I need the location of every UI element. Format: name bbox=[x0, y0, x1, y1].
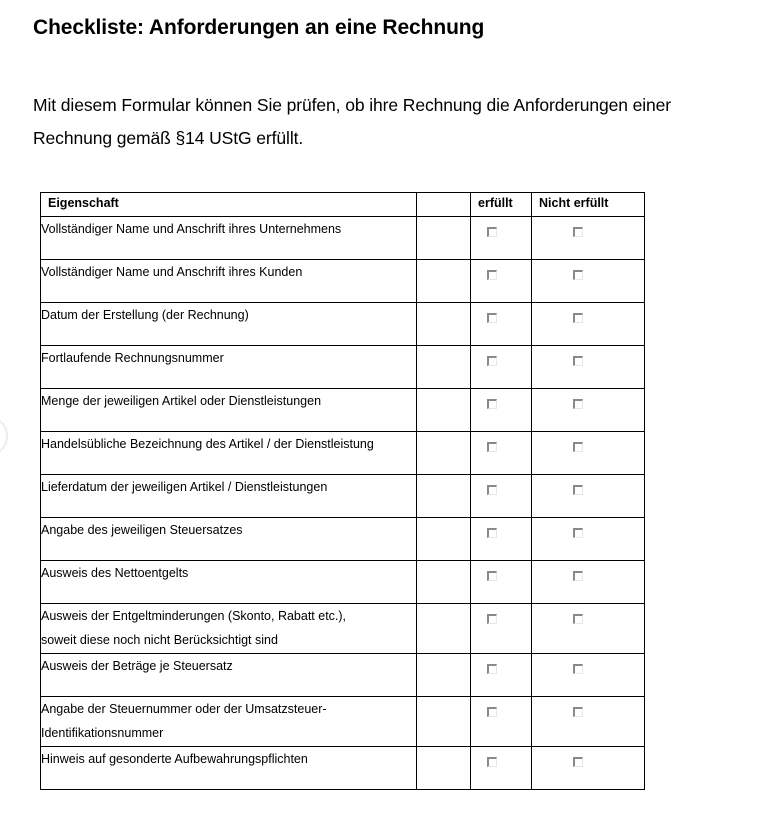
property-text: Vollständiger Name und Anschrift ihres Kunden bbox=[41, 265, 303, 279]
not-fulfilled-checkbox-icon[interactable] bbox=[573, 528, 583, 538]
property-text: Angabe des jeweiligen Steuersatzes bbox=[41, 523, 243, 537]
fulfilled-checkbox-icon[interactable] bbox=[487, 707, 497, 717]
property-cell bbox=[41, 561, 417, 604]
fulfilled-checkbox-icon[interactable] bbox=[487, 571, 497, 581]
blank-cell bbox=[417, 260, 471, 303]
fulfilled-checkbox-icon[interactable] bbox=[487, 356, 497, 366]
property-text: Ausweis der Entgeltminderungen (Skonto, Rabatt etc.), bbox=[41, 609, 347, 623]
not-fulfilled-cell bbox=[532, 389, 645, 432]
property-cell bbox=[41, 518, 417, 561]
header-property: Eigenschaft bbox=[41, 193, 417, 217]
not-fulfilled-checkbox-icon[interactable] bbox=[573, 270, 583, 280]
not-fulfilled-cell bbox=[532, 475, 645, 518]
document-title: Checkliste: Anforderungen an eine Rechnung bbox=[33, 16, 485, 39]
fulfilled-checkbox-icon[interactable] bbox=[487, 757, 497, 767]
property-cell bbox=[41, 747, 417, 790]
fulfilled-cell bbox=[471, 389, 532, 432]
fulfilled-checkbox-icon[interactable] bbox=[487, 313, 497, 323]
fulfilled-checkbox-icon[interactable] bbox=[487, 270, 497, 280]
not-fulfilled-checkbox-icon[interactable] bbox=[573, 707, 583, 717]
not-fulfilled-cell bbox=[532, 518, 645, 561]
table-row bbox=[41, 561, 645, 604]
fulfilled-cell bbox=[471, 260, 532, 303]
fulfilled-cell bbox=[471, 747, 532, 790]
table-row bbox=[41, 604, 645, 654]
property-cell bbox=[41, 604, 417, 654]
blank-cell bbox=[417, 697, 471, 747]
table-row bbox=[41, 432, 645, 475]
header-not-fulfilled: Nicht erfüllt bbox=[532, 193, 645, 217]
table-row bbox=[41, 654, 645, 697]
property-cell bbox=[41, 475, 417, 518]
not-fulfilled-checkbox-icon[interactable] bbox=[573, 227, 583, 237]
blank-cell bbox=[417, 654, 471, 697]
property-text: Datum der Erstellung (der Rechnung) bbox=[41, 308, 249, 322]
table-row bbox=[41, 346, 645, 389]
not-fulfilled-checkbox-icon[interactable] bbox=[573, 399, 583, 409]
property-cell bbox=[41, 697, 417, 747]
edge-circle-decoration bbox=[0, 418, 8, 454]
not-fulfilled-cell bbox=[532, 346, 645, 389]
table-row bbox=[41, 389, 645, 432]
table-row bbox=[41, 697, 645, 747]
property-text: Vollständiger Name und Anschrift ihres Unternehmens bbox=[41, 222, 342, 236]
property-cell bbox=[41, 432, 417, 475]
not-fulfilled-checkbox-icon[interactable] bbox=[573, 664, 583, 674]
not-fulfilled-cell bbox=[532, 432, 645, 475]
fulfilled-checkbox-icon[interactable] bbox=[487, 399, 497, 409]
not-fulfilled-checkbox-icon[interactable] bbox=[573, 614, 583, 624]
blank-cell bbox=[417, 303, 471, 346]
not-fulfilled-cell bbox=[532, 697, 645, 747]
fulfilled-cell bbox=[471, 654, 532, 697]
fulfilled-cell bbox=[471, 697, 532, 747]
header-fulfilled: erfüllt bbox=[471, 193, 532, 217]
blank-cell bbox=[417, 747, 471, 790]
property-text: soweit diese noch nicht Berücksichtigt sind bbox=[41, 633, 278, 647]
not-fulfilled-checkbox-icon[interactable] bbox=[573, 571, 583, 581]
blank-cell bbox=[417, 518, 471, 561]
fulfilled-checkbox-icon[interactable] bbox=[487, 664, 497, 674]
intro-line-2: Rechnung gemäß §14 UStG erfüllt. bbox=[33, 128, 304, 148]
header-blank bbox=[417, 193, 471, 217]
table-row bbox=[41, 747, 645, 790]
property-text: Hinweis auf gesonderte Aufbewahrungspflichten bbox=[41, 752, 308, 766]
blank-cell bbox=[417, 475, 471, 518]
blank-cell bbox=[417, 604, 471, 654]
table-row bbox=[41, 475, 645, 518]
property-cell bbox=[41, 654, 417, 697]
property-cell bbox=[41, 217, 417, 260]
fulfilled-cell bbox=[471, 303, 532, 346]
fulfilled-checkbox-icon[interactable] bbox=[487, 442, 497, 452]
fulfilled-cell bbox=[471, 217, 532, 260]
intro-paragraph bbox=[33, 89, 773, 155]
property-text: Handelsübliche Bezeichnung des Artikel / der Dienstleistung bbox=[41, 437, 374, 451]
table-row bbox=[41, 518, 645, 561]
not-fulfilled-cell bbox=[532, 654, 645, 697]
property-cell bbox=[41, 346, 417, 389]
blank-cell bbox=[417, 561, 471, 604]
table-row bbox=[41, 217, 645, 260]
table-row bbox=[41, 303, 645, 346]
property-cell bbox=[41, 303, 417, 346]
fulfilled-checkbox-icon[interactable] bbox=[487, 528, 497, 538]
property-text: Ausweis der Beträge je Steuersatz bbox=[41, 659, 233, 673]
fulfilled-cell bbox=[471, 475, 532, 518]
not-fulfilled-cell bbox=[532, 747, 645, 790]
not-fulfilled-cell bbox=[532, 604, 645, 654]
not-fulfilled-cell bbox=[532, 260, 645, 303]
fulfilled-checkbox-icon[interactable] bbox=[487, 227, 497, 237]
property-text: Ausweis des Nettoentgelts bbox=[41, 566, 189, 580]
not-fulfilled-cell bbox=[532, 217, 645, 260]
table-row bbox=[41, 260, 645, 303]
property-text: Identifikationsnummer bbox=[41, 726, 164, 740]
blank-cell bbox=[417, 346, 471, 389]
fulfilled-cell bbox=[471, 604, 532, 654]
property-text: Angabe der Steuernummer oder der Umsatzsteuer- bbox=[41, 702, 327, 716]
blank-cell bbox=[417, 432, 471, 475]
not-fulfilled-cell bbox=[532, 303, 645, 346]
not-fulfilled-checkbox-icon[interactable] bbox=[573, 757, 583, 767]
property-text: Fortlaufende Rechnungsnummer bbox=[41, 351, 224, 365]
blank-cell bbox=[417, 389, 471, 432]
checklist-body bbox=[41, 217, 645, 790]
fulfilled-checkbox-icon[interactable] bbox=[487, 614, 497, 624]
not-fulfilled-checkbox-icon[interactable] bbox=[573, 442, 583, 452]
intro-line-1: Mit diesem Formular können Sie prüfen, ob ihre Rechnung die Anforderungen einer bbox=[33, 95, 672, 115]
property-cell bbox=[41, 389, 417, 432]
property-text: Menge der jeweiligen Artikel oder Dienstleistungen bbox=[41, 394, 322, 408]
header-row bbox=[41, 193, 645, 217]
blank-cell bbox=[417, 217, 471, 260]
fulfilled-checkbox-icon[interactable] bbox=[487, 485, 497, 495]
not-fulfilled-checkbox-icon[interactable] bbox=[573, 313, 583, 323]
not-fulfilled-cell bbox=[532, 561, 645, 604]
fulfilled-cell bbox=[471, 561, 532, 604]
not-fulfilled-checkbox-icon[interactable] bbox=[573, 356, 583, 366]
fulfilled-cell bbox=[471, 346, 532, 389]
fulfilled-cell bbox=[471, 432, 532, 475]
not-fulfilled-checkbox-icon[interactable] bbox=[573, 485, 583, 495]
property-cell bbox=[41, 260, 417, 303]
fulfilled-cell bbox=[471, 518, 532, 561]
checklist-table bbox=[40, 192, 645, 790]
property-text: Lieferdatum der jeweiligen Artikel / Dienstleistungen bbox=[41, 480, 328, 494]
